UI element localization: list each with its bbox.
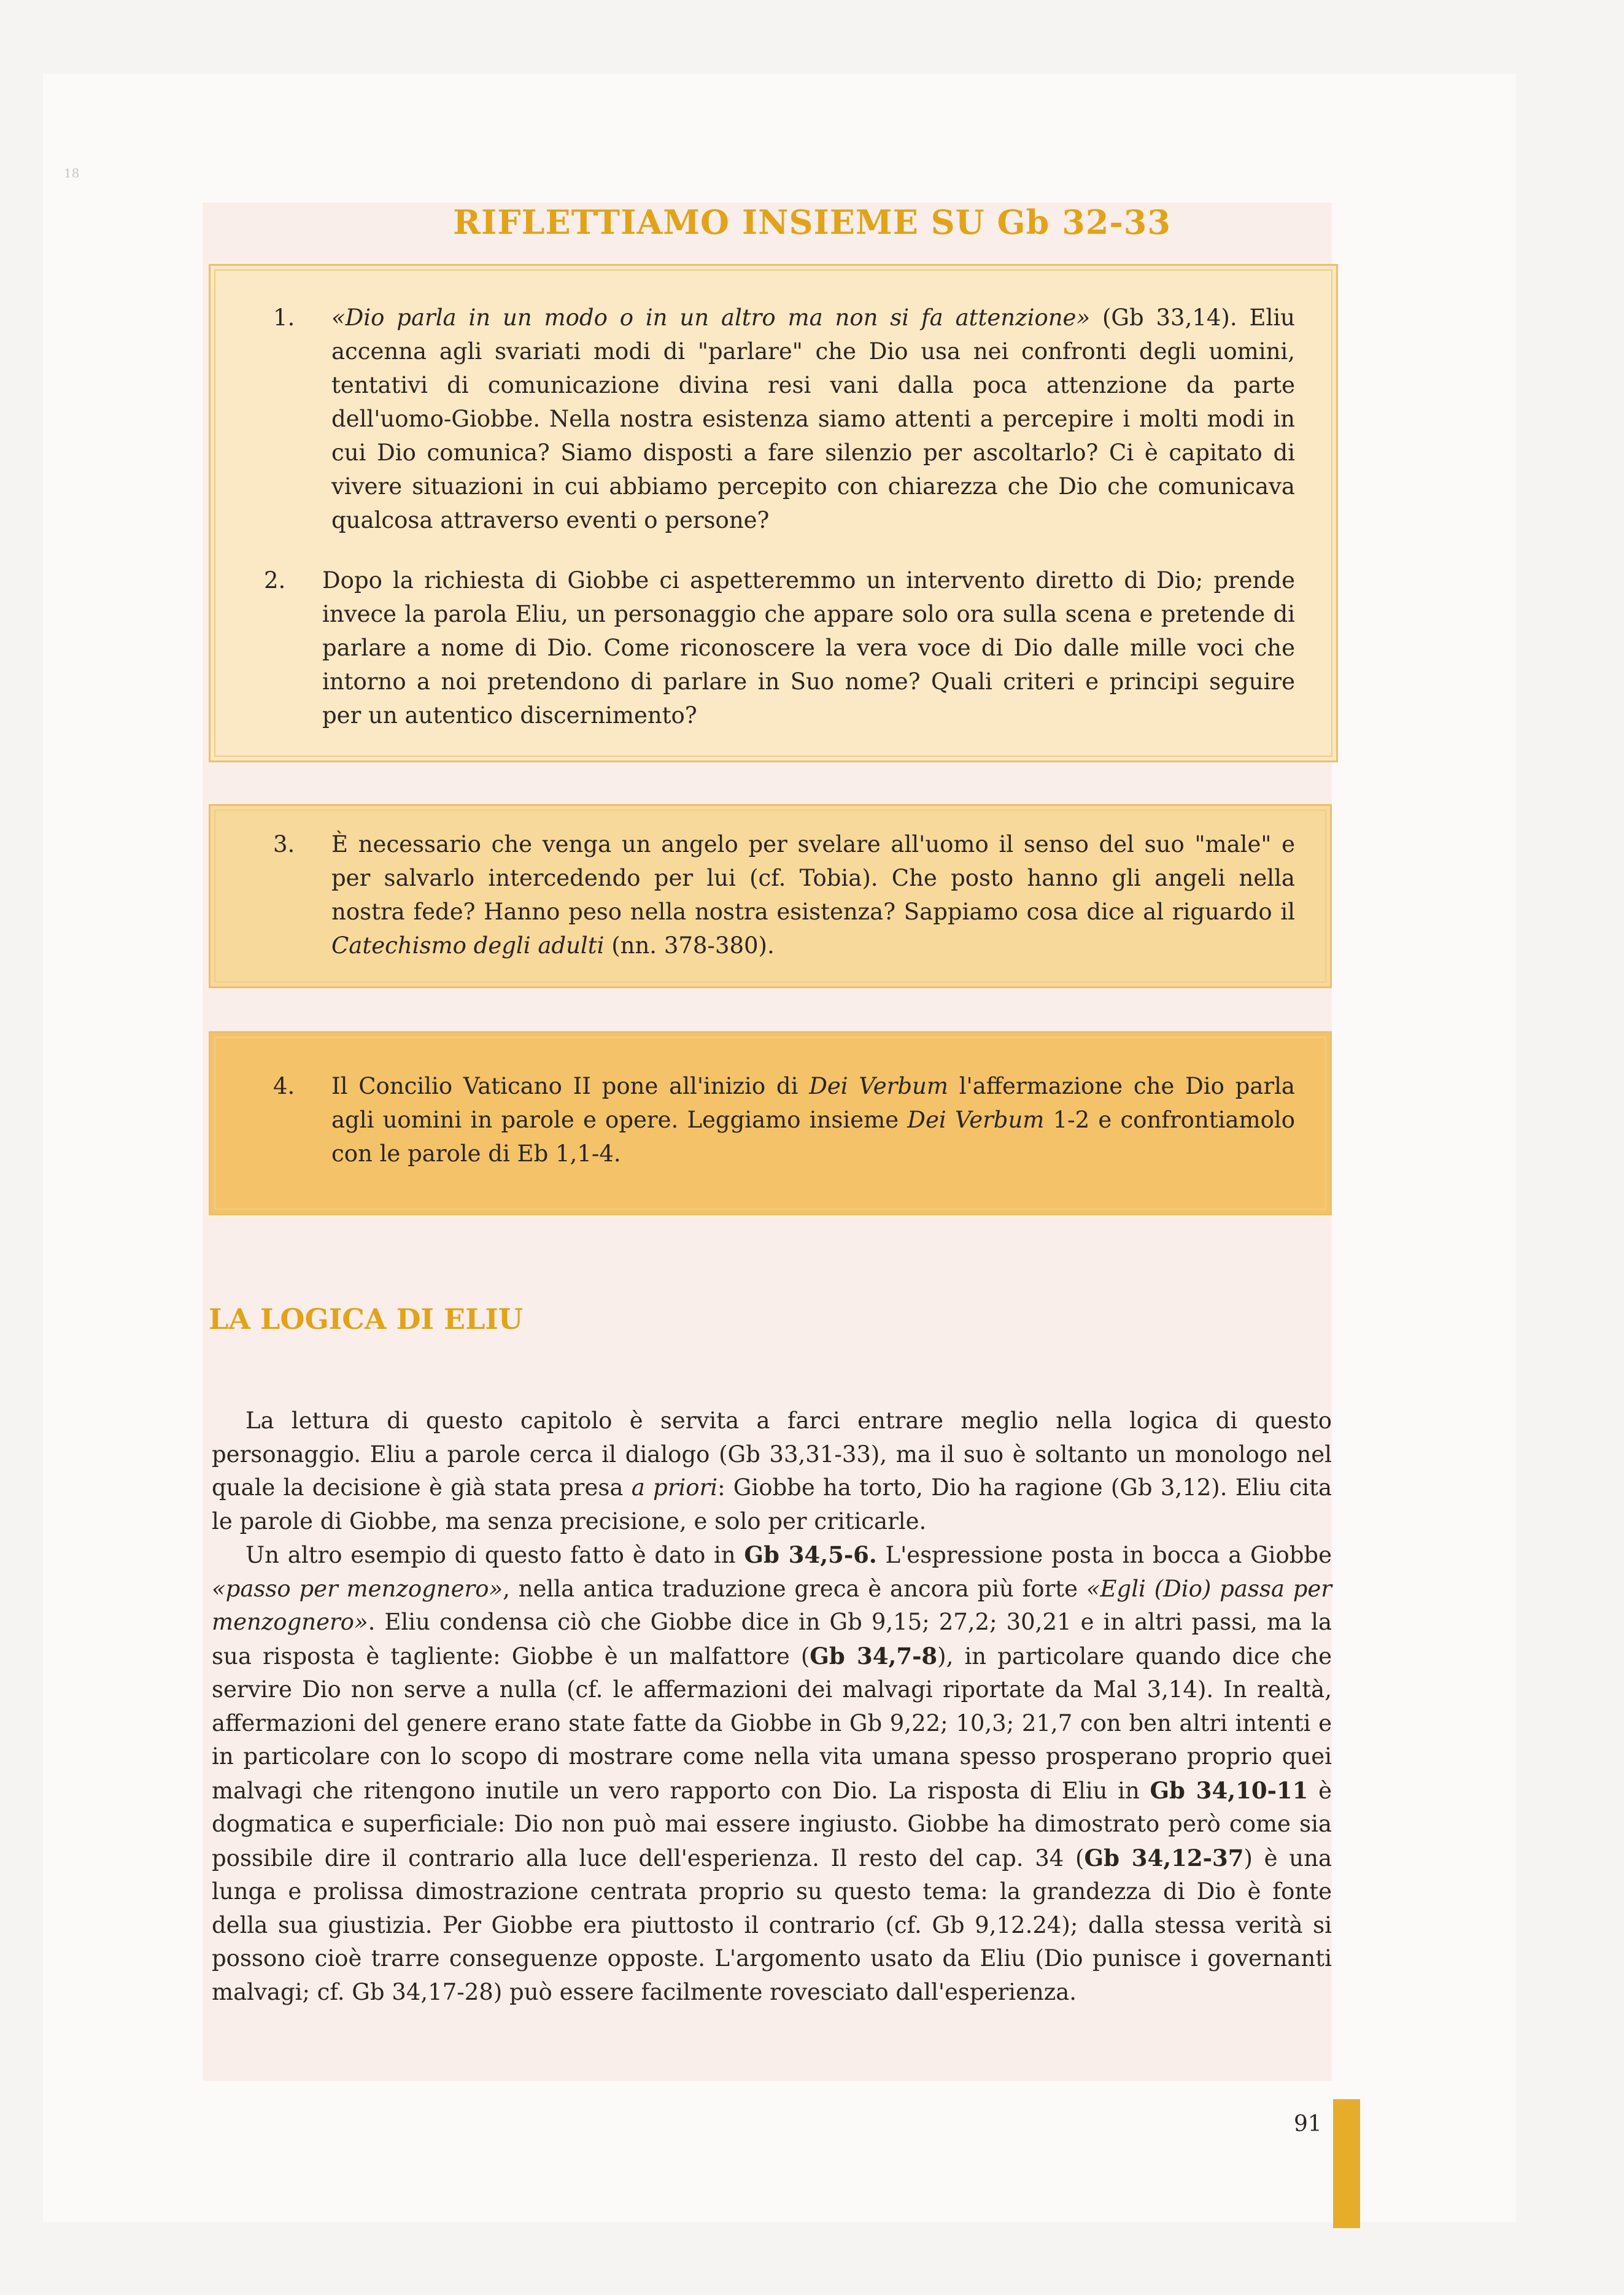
text-run: La lettura di questo capitolo è servita a farci entrare meglio nella logica di questo personaggio. Eliu a parole cerca il dialogo (Gb 33,31-33), ma il suo è soltanto un monologo nel quale la decisione è già stata presa <box>212 1407 1332 1501</box>
text-run: ) è una lunga e prolissa dimostrazione centrata proprio su questo tema: la grandezza di Dio è fonte della sua giustizia. Per Giobbe era piuttosto il contrario (cf. Gb 9,12.24); dalla stessa verità si possono cioè trarre conseguenze opposte. L'argomento usato da Eliu (Dio punisce i governanti malvagi; cf. Gb 34,17-28) può essere facilmente rovesciato dall'esperienza. <box>212 1844 1332 2005</box>
page-number: 91 <box>1294 2111 1322 2137</box>
bold-reference: Gb 34,7-8 <box>810 1642 938 1670</box>
question-2 <box>264 563 1295 732</box>
question-4 <box>273 1069 1296 1171</box>
bold-reference: Gb 34,10-11 <box>1150 1776 1309 1804</box>
question-text: Dopo la richiesta di Giobbe ci aspetteremmo un intervento diretto di Dio; prende invece la parola Eliu, un personaggio che appare solo ora sulla scena e pretende di parlare a nome di Dio. Come riconoscere la vera voce di Dio dalle mille voci che intorno a noi pretendono di parlare in Suo nome? Quali criteri e principi seguire per un autentico discernimento? <box>322 567 1295 729</box>
text-run: ), in particolare quando dice che servire Dio non serve a nulla (cf. le affermazioni dei malvagi riportate da Mal 3,14). In realtà, affermazioni del genere erano state fatte da Giobbe in Gb 9,22; 10,3; 21,7 con ben altri intenti e in particolare con lo scopo di mostrare come nella vita umana spesso prosperano proprio quei malvagi che ritengono inutile un vero rapporto con Dio. La risposta di Eliu in <box>212 1643 1332 1804</box>
question-number: 4. <box>273 1073 295 1099</box>
text-run: , nella antica traduzione greca è ancora più forte <box>503 1575 1086 1602</box>
body-text <box>212 1404 1332 2009</box>
text-run: : Giobbe ha torto, Dio ha ragione (Gb 3,12). Eliu cita le parole di Giobbe, ma senza precisione, e solo per criticarle. <box>212 1474 1332 1535</box>
page-title: RIFLETTIAMO INSIEME SU Gb 32-33 <box>453 203 1171 242</box>
question-quote: «Dio parla in un modo o in un altro ma non si fa attenzione» <box>331 304 1091 331</box>
bold-reference: Gb 34,5-6. <box>744 1541 877 1568</box>
question-number: 2. <box>264 567 286 594</box>
question-italic: Dei Verbum <box>809 1073 948 1099</box>
question-text: Il Concilio Vaticano II pone all'inizio di <box>331 1073 810 1099</box>
question-italic: Catechismo degli adulti <box>331 932 605 959</box>
question-text: È necessario che venga un angelo per svelare all'uomo il senso del suo "male" e per salvarlo intercedendo per lui (cf. Tobia). Che posto hanno gli angeli nella nostra fede? Hanno peso nella nostra esistenza? Sappiamo cosa dice al riguardo il <box>331 831 1295 925</box>
paragraph-1 <box>212 1404 1332 1538</box>
question-3 <box>273 827 1295 962</box>
bold-reference: Gb 34,12-37 <box>1084 1844 1244 1871</box>
text-run: . Eliu condensa ciò che Giobbe dice in Gb 9,15; 27,2; 30,21 e in altri passi, ma la sua risposta è tagliente: Giobbe è un malfattore ( <box>212 1609 1332 1670</box>
text-run: è dogmatica e superficiale: Dio non può mai essere ingiusto. Giobbe ha dimostrato però come sia possibile dire il contrario alla luce dell'esperienza. Il resto del cap. 34 ( <box>212 1777 1332 1871</box>
question-text-end: 1-2 e confrontiamolo con le parole di Eb 1,1-4. <box>331 1107 1296 1167</box>
question-1 <box>273 301 1295 537</box>
question-text: (Gb 33,14). Eliu accenna agli svariati modi di "parlare" che Dio usa nei confronti degli uomini, tentativi di comunicazione divina resi vani dalla poca attenzione da parte dell'uomo-Giobbe. Nella nostra esistenza siamo attenti a percepire i molti modi in cui Dio comunica? Siamo disposti a fare silenzio per ascoltarlo? Ci è capitato di vivere situazioni in cui abbiamo percepito con chiarezza che Dio che comunicava qualcosa attraverso eventi o persone? <box>331 304 1295 533</box>
text-run: L'espressione posta in bocca a Giobbe <box>876 1542 1332 1568</box>
italic-run: «Egli (Dio) passa per menzognero» <box>212 1575 1332 1635</box>
question-number: 3. <box>273 831 295 857</box>
text-run: Un altro esempio di questo fatto è dato in <box>246 1542 744 1568</box>
question-italic: Dei Verbum <box>907 1107 1045 1133</box>
question-number: 1. <box>273 304 295 331</box>
question-text-end: (nn. 378-380). <box>604 932 775 959</box>
italic-run: «passo per menzognero» <box>212 1575 503 1602</box>
section-heading: LA LOGICA DI ELIU <box>209 1302 524 1336</box>
paragraph-2 <box>212 1538 1332 2009</box>
page-tab <box>1333 2099 1360 2228</box>
margin-mark: 18 <box>64 166 80 180</box>
question-text: l'affermazione che Dio parla agli uomini in parole e opere. Leggiamo insieme <box>331 1073 1295 1133</box>
italic-run: a priori <box>631 1474 718 1501</box>
